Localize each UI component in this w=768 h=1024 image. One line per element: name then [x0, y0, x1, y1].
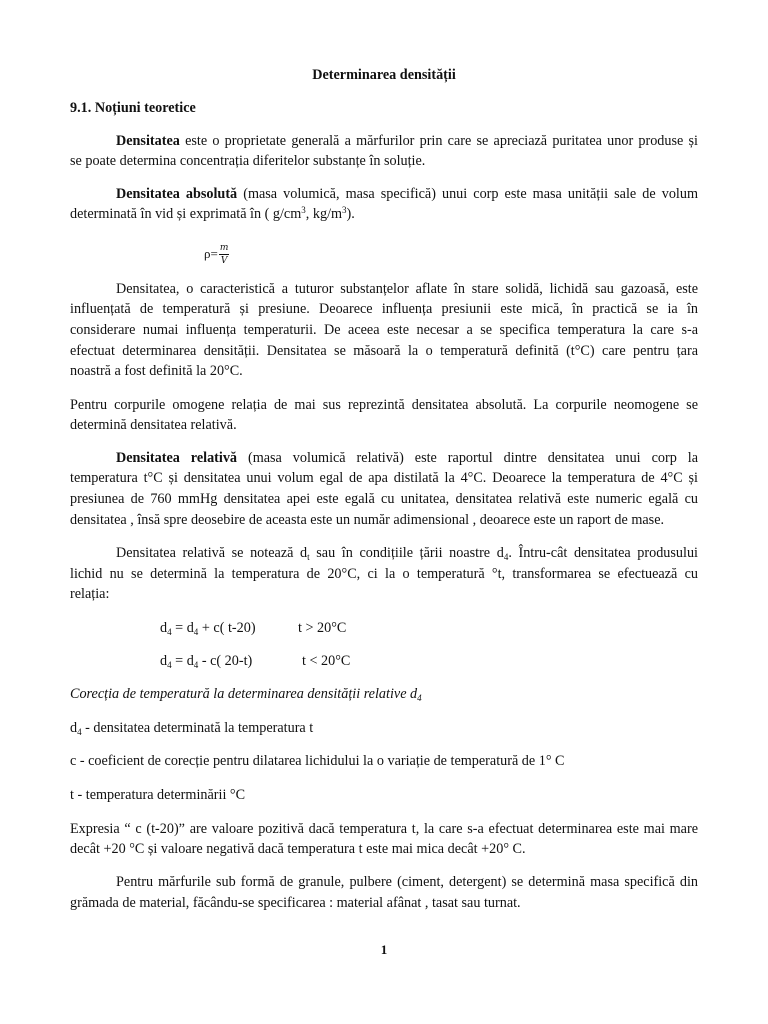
formula-numerator: m	[219, 242, 229, 253]
definition-c: c - coeficient de corecție pentru dilatarea lichidului la o variație de temperatură de 1° C	[70, 753, 565, 769]
equation-1-condition: t > 20°C	[298, 620, 347, 636]
equation-2: $d_4 = d_4 - c$( 20-t)	[160, 653, 253, 670]
paragraph-8-line-2: grămada de material, făcându-se specificarea : material afânat , tasat sau turnat.	[70, 895, 521, 911]
paragraph-4-line-1: Pentru corpurile omogene relația de mai sus reprezintă densitatea absolută. La corpurile neomogene se	[70, 397, 698, 413]
correction-caption: Corecția de temperatură la determinarea densității relative $d_4$	[70, 686, 422, 703]
paragraph-2-line-2: determinată în vid și exprimată în ( $g/cm^3$, $kg/m^3$).	[70, 205, 355, 222]
paragraph-6-line-2: lichid nu se determină la temperatura de 20°C, ci la o temperatură °t, transformarea se efectuează cu	[70, 566, 698, 582]
paragraph-6-line-3: relația:	[70, 586, 110, 602]
paragraph-8-line-1: Pentru mărfurile sub formă de granule, pulbere (ciment, detergent) se determină masa specifică din	[116, 874, 698, 890]
paragraph-4-line-2: determină densitatea relativă.	[70, 417, 237, 433]
paragraph-3-line-4: efectuat determinarea densității. Densitatea se măsoară la o temperatură definită (t°C) care pentru țara	[70, 343, 698, 359]
section-heading: 9.1. Noțiuni teoretice	[70, 100, 196, 116]
paragraph-1-line-2: se poate determina concentrația diferitelor substanțe în soluție.	[70, 153, 426, 169]
paragraph-7-line-2: decât +20 °C și valoare negativă dacă temperatura t este mai mica decât +20° C.	[70, 841, 526, 857]
paragraph-3-line-5: noastră a fost definită la 20°C.	[70, 363, 243, 379]
definition-t: t - temperatura determinării °C	[70, 787, 246, 803]
density-formula	[204, 240, 229, 268]
formula-fraction	[219, 243, 230, 266]
paragraph-5-line-1: Densitatea relativă (masa volumică relativă) este raportul dintre densitatea unui corp la	[116, 450, 698, 466]
equation-2-condition: t < 20°C	[302, 653, 351, 669]
paragraph-2-line-1: Densitatea absolută (masa volumică, masa specifică) unui corp este masa unității sale de volum	[116, 186, 698, 202]
equation-1: $d_4 = d_4 + c$( t-20)	[160, 620, 256, 637]
paragraph-5-line-3: presiunea de 760 mmHg densitatea apei este egală cu unitatea, densitatea relativă este numeric egală cu	[70, 491, 698, 507]
formula-denominator: V	[220, 255, 228, 266]
paragraph-3-line-2: influențată de temperatură și presiune. Deoarece influența presiunii este mică, în practică se ia în	[70, 301, 698, 317]
formula-lhs: ρ=	[204, 246, 218, 261]
definition-d4: $d_4$ - densitatea determinată la temperatura t	[70, 720, 314, 737]
paragraph-3-line-1: Densitatea, o caracteristică a tuturor substanțelor aflate în stare solidă, lichidă sau gazoasă, este	[116, 281, 698, 297]
paragraph-5-line-4: densitatea , însă spre deosebire de aceasta este un număr adimensional , deoarece este un raport de mase.	[70, 512, 665, 528]
page-number: 1	[380, 942, 388, 957]
paragraph-1-line-1: Densitatea este o proprietate generală a mărfurilor prin care se apreciază puritatea unor produse și	[116, 133, 698, 149]
paragraph-5-line-2: temperatura t°C și densitatea unui volum egal de apa distilată la 4°C. Deoarece la temperatura de 4°C și	[70, 470, 698, 486]
paragraph-6-line-1: Densitatea relativă se notează $d_t$ sau în condițiile țării noastre $d_4$. Întru-cât densitatea produsului	[116, 545, 698, 562]
paragraph-3-line-3: considerare numai influența temperaturii. De aceea este necesar a se specifica temperatura la care s-a	[70, 322, 698, 338]
document-title: Determinarea densității	[312, 67, 456, 83]
paragraph-7-line-1: Expresia “ c (t-20)” are valoare pozitivă dacă temperatura t, la care s-a efectuat determinarea este mai mare	[70, 821, 698, 837]
